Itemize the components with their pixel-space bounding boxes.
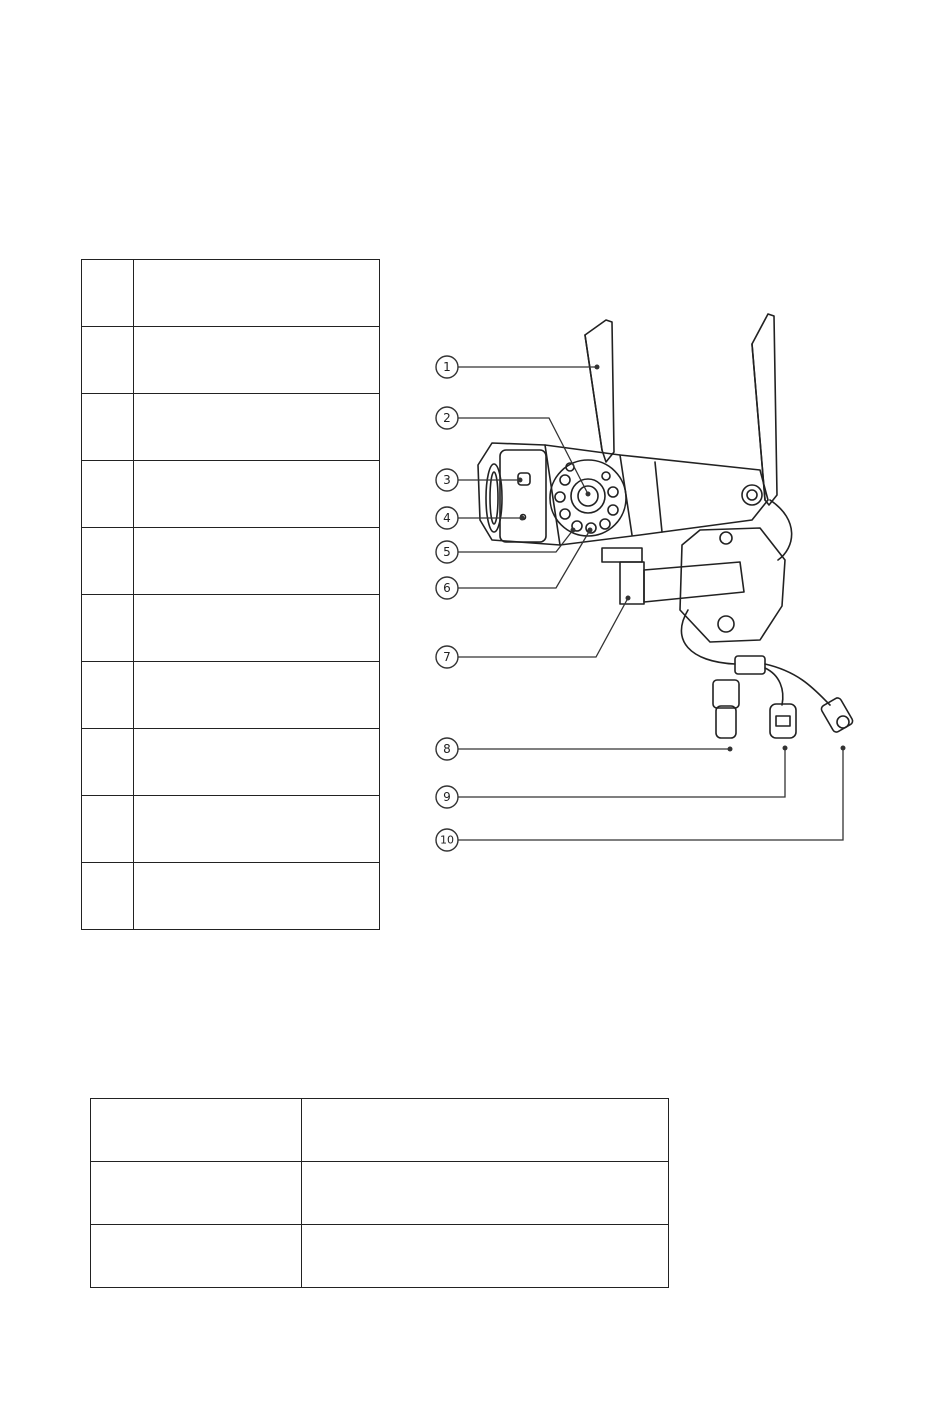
network-port-icon: [770, 704, 796, 738]
table-row: [91, 1225, 669, 1288]
spec-key-cell: [91, 1162, 302, 1225]
table-row: [82, 528, 380, 595]
table-row: [82, 327, 380, 394]
table-row: [82, 595, 380, 662]
leader-line-7: [458, 598, 628, 657]
callout-label: 9: [443, 790, 451, 804]
table-row: [82, 461, 380, 528]
part-number-cell: [82, 595, 134, 662]
leader-line-6: [458, 530, 590, 588]
spec-table: [90, 1098, 669, 1288]
callout-label: 2: [443, 411, 451, 425]
leader-line-9: [458, 748, 785, 797]
table-row: [82, 863, 380, 930]
callout-label: 3: [443, 473, 451, 487]
part-name-cell: [134, 595, 380, 662]
parts-table: [81, 259, 380, 930]
part-name-cell: [134, 461, 380, 528]
spec-value-cell: [302, 1162, 669, 1225]
part-number-cell: [82, 394, 134, 461]
part-number-cell: [82, 729, 134, 796]
waterproof-cap-icon: [713, 680, 739, 738]
callout-label: 4: [443, 511, 451, 525]
callout-label: 7: [443, 650, 451, 664]
callout-label: 5: [443, 545, 451, 559]
part-name-cell: [134, 260, 380, 327]
part-name-cell: [134, 729, 380, 796]
part-name-cell: [134, 863, 380, 930]
spec-key-cell: [91, 1225, 302, 1288]
spec-value-cell: [302, 1225, 669, 1288]
part-number-cell: [82, 662, 134, 729]
cable-icon: [681, 500, 830, 705]
right-antenna-icon: [742, 314, 777, 505]
callout-label: 10: [440, 833, 454, 847]
callout-label: 8: [443, 742, 451, 756]
table-row: [82, 260, 380, 327]
part-name-cell: [134, 327, 380, 394]
table-row: [91, 1162, 669, 1225]
part-number-cell: [82, 796, 134, 863]
lens-icon: [550, 460, 626, 536]
part-name-cell: [134, 394, 380, 461]
table-row: [91, 1099, 669, 1162]
power-port-icon: [820, 697, 854, 734]
part-name-cell: [134, 662, 380, 729]
left-antenna-icon: [585, 320, 614, 462]
part-number-cell: [82, 461, 134, 528]
part-name-cell: [134, 796, 380, 863]
spec-key-cell: [91, 1099, 302, 1162]
part-number-cell: [82, 260, 134, 327]
part-name-cell: [134, 528, 380, 595]
spec-value-cell: [302, 1099, 669, 1162]
callout-label: 6: [443, 581, 451, 595]
callout-label: 1: [443, 360, 451, 374]
part-number-cell: [82, 863, 134, 930]
part-number-cell: [82, 327, 134, 394]
table-row: [82, 796, 380, 863]
camera-diagram: [420, 300, 880, 860]
mount-bracket-icon: [602, 528, 785, 642]
table-row: [82, 394, 380, 461]
part-number-cell: [82, 528, 134, 595]
table-row: [82, 662, 380, 729]
table-row: [82, 729, 380, 796]
